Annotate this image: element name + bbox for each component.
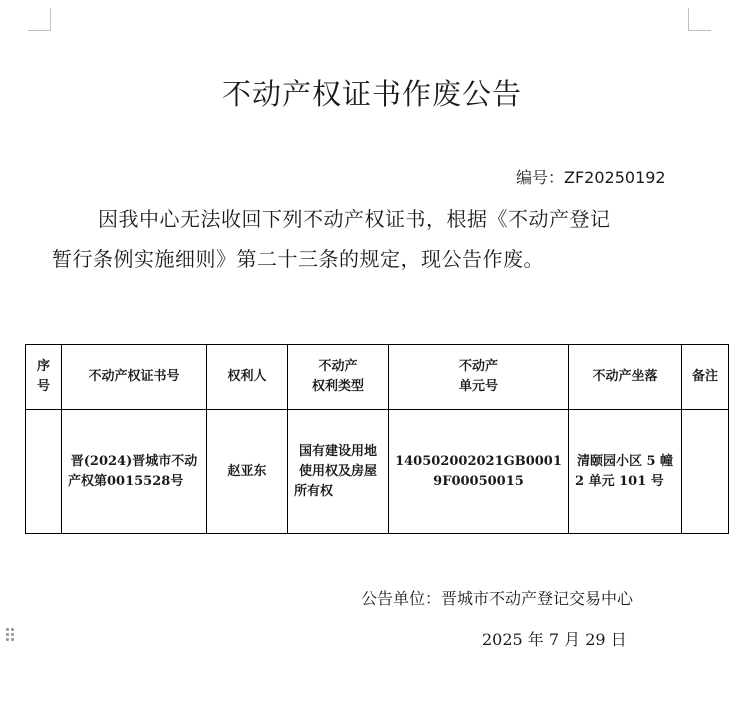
cell-cert-no: 晋(2024)晋城市不动产权第0015528号 bbox=[62, 410, 207, 534]
cell-unit-no: 140502002021GB00019F00050015 bbox=[389, 410, 569, 534]
certificate-table bbox=[25, 344, 729, 534]
header-cert-no: 不动产权证书号 bbox=[62, 345, 207, 410]
cell-seq bbox=[26, 410, 62, 534]
header-remark: 备注 bbox=[682, 345, 729, 410]
header-location: 不动产坐落 bbox=[569, 345, 682, 410]
header-right-type: 不动产 权利类型 bbox=[288, 345, 389, 410]
cell-location: 清颐园小区 5 幢 2 单元 101 号 bbox=[569, 410, 682, 534]
cell-remark bbox=[682, 410, 729, 534]
document-title: 不动产权证书作废公告 bbox=[221, 77, 522, 111]
notice-paragraph-line-2: 暂行条例实施细则》第二十三条的规定，现公告作废。 bbox=[52, 247, 544, 271]
publish-date: 2025 年 7 月 29 日 bbox=[482, 630, 627, 649]
cell-holder: 赵亚东 bbox=[207, 410, 288, 534]
header-unit-no: 不动产 单元号 bbox=[389, 345, 569, 410]
page-corner-mark-left bbox=[28, 8, 51, 31]
header-holder: 权利人 bbox=[207, 345, 288, 410]
table-row bbox=[26, 410, 729, 534]
header-seq: 序 号 bbox=[26, 345, 62, 410]
serial-number: 编号：ZF20250192 bbox=[516, 168, 666, 187]
drag-handle-icon[interactable] bbox=[6, 628, 16, 644]
notice-paragraph-line-1: 因我中心无法收回下列不动产权证书，根据《不动产登记 bbox=[98, 207, 611, 231]
publisher-line: 公告单位：晋城市不动产登记交易中心 bbox=[361, 589, 634, 608]
cell-right-type: 国有建设用地使用权及房屋所有权 bbox=[288, 410, 389, 534]
table-header-row bbox=[26, 345, 729, 410]
page-corner-mark-right bbox=[688, 8, 711, 31]
